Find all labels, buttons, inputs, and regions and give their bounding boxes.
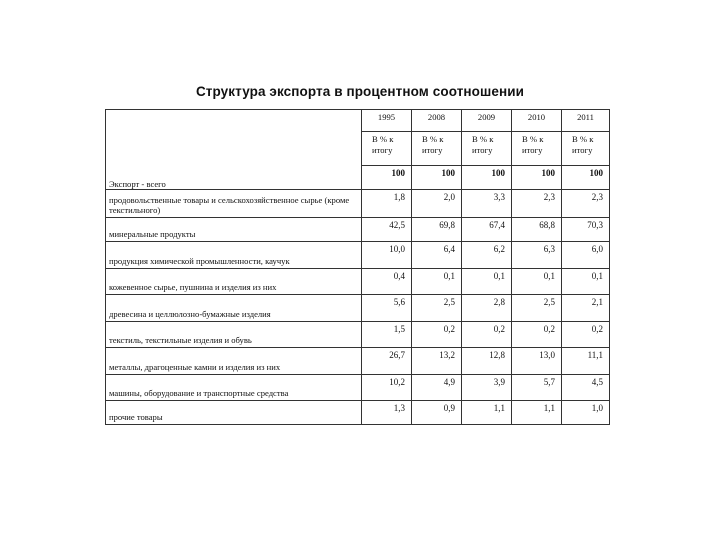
row-value: 0,1 [412, 269, 462, 295]
row-value: 1,3 [362, 401, 412, 425]
row-value: 0,1 [562, 269, 610, 295]
row-value: 1,8 [362, 190, 412, 218]
export-structure-table [105, 109, 610, 425]
year-header: 1995 [362, 110, 412, 132]
row-value: 67,4 [462, 218, 512, 242]
row-value: 13,2 [412, 348, 462, 375]
row-value: 0,2 [562, 322, 610, 348]
row-label: продукция химической промышленности, каучук [106, 242, 362, 269]
row-value: 69,8 [412, 218, 462, 242]
row-value: 3,9 [462, 375, 512, 401]
unit-header: В % к итогу [462, 132, 512, 166]
table-row [106, 401, 610, 425]
row-value: 2,1 [562, 295, 610, 322]
table-row [106, 322, 610, 348]
row-label: кожевенное сырье, пушнина и изделия из них [106, 269, 362, 295]
row-value: 10,0 [362, 242, 412, 269]
table-row [106, 242, 610, 269]
unit-header: В % к итогу [362, 132, 412, 166]
table-row [106, 295, 610, 322]
table-row [106, 375, 610, 401]
row-label: текстиль, текстильные изделия и обувь [106, 322, 362, 348]
total-value: 100 [412, 166, 462, 190]
row-value: 1,1 [462, 401, 512, 425]
row-value: 0,9 [412, 401, 462, 425]
row-value: 13,0 [512, 348, 562, 375]
header-corner-cell [106, 110, 362, 190]
row-value: 1,0 [562, 401, 610, 425]
row-value: 6,4 [412, 242, 462, 269]
table-row [106, 218, 610, 242]
year-header: 2008 [412, 110, 462, 132]
total-value: 100 [512, 166, 562, 190]
row-value: 10,2 [362, 375, 412, 401]
row-value: 0,4 [362, 269, 412, 295]
year-header: 2010 [512, 110, 562, 132]
row-value: 2,8 [462, 295, 512, 322]
row-label: металлы, драгоценные камни и изделия из них [106, 348, 362, 375]
row-value: 2,5 [412, 295, 462, 322]
row-value: 3,3 [462, 190, 512, 218]
unit-header: В % к итогу [412, 132, 462, 166]
row-label: минеральные продукты [106, 218, 362, 242]
row-label: прочие товары [106, 401, 362, 425]
row-value: 0,2 [412, 322, 462, 348]
row-value: 11,1 [562, 348, 610, 375]
unit-header: В % к итогу [562, 132, 610, 166]
header-years-row [106, 110, 610, 132]
row-value: 1,5 [362, 322, 412, 348]
row-value: 0,2 [512, 322, 562, 348]
row-value: 4,5 [562, 375, 610, 401]
row-value: 6,0 [562, 242, 610, 269]
row-value: 0,1 [512, 269, 562, 295]
row-value: 2,3 [562, 190, 610, 218]
row-label: продовольственные товары и сельскохозяйственное сырье (кроме текстильного) [106, 190, 362, 218]
row-value: 2,5 [512, 295, 562, 322]
row-value: 5,6 [362, 295, 412, 322]
row-value: 0,2 [462, 322, 512, 348]
row-value: 2,0 [412, 190, 462, 218]
row-value: 6,2 [462, 242, 512, 269]
row-value: 68,8 [512, 218, 562, 242]
row-value: 4,9 [412, 375, 462, 401]
row-value: 12,8 [462, 348, 512, 375]
row-value: 6,3 [512, 242, 562, 269]
year-header: 2009 [462, 110, 512, 132]
total-value: 100 [462, 166, 512, 190]
row-value: 2,3 [512, 190, 562, 218]
row-value: 26,7 [362, 348, 412, 375]
unit-header: В % к итогу [512, 132, 562, 166]
year-header: 2011 [562, 110, 610, 132]
row-label: машины, оборудование и транспортные средства [106, 375, 362, 401]
row-value: 5,7 [512, 375, 562, 401]
total-label: Экспорт - всего [109, 179, 166, 189]
row-label: древесина и целлюлозно-бумажные изделия [106, 295, 362, 322]
total-value: 100 [562, 166, 610, 190]
row-value: 0,1 [462, 269, 512, 295]
table-row [106, 348, 610, 375]
row-value: 42,5 [362, 218, 412, 242]
page-title: Структура экспорта в процентном соотношении [195, 84, 525, 99]
total-value: 100 [362, 166, 412, 190]
row-value: 1,1 [512, 401, 562, 425]
row-value: 70,3 [562, 218, 610, 242]
table-row [106, 269, 610, 295]
table-row [106, 190, 610, 218]
